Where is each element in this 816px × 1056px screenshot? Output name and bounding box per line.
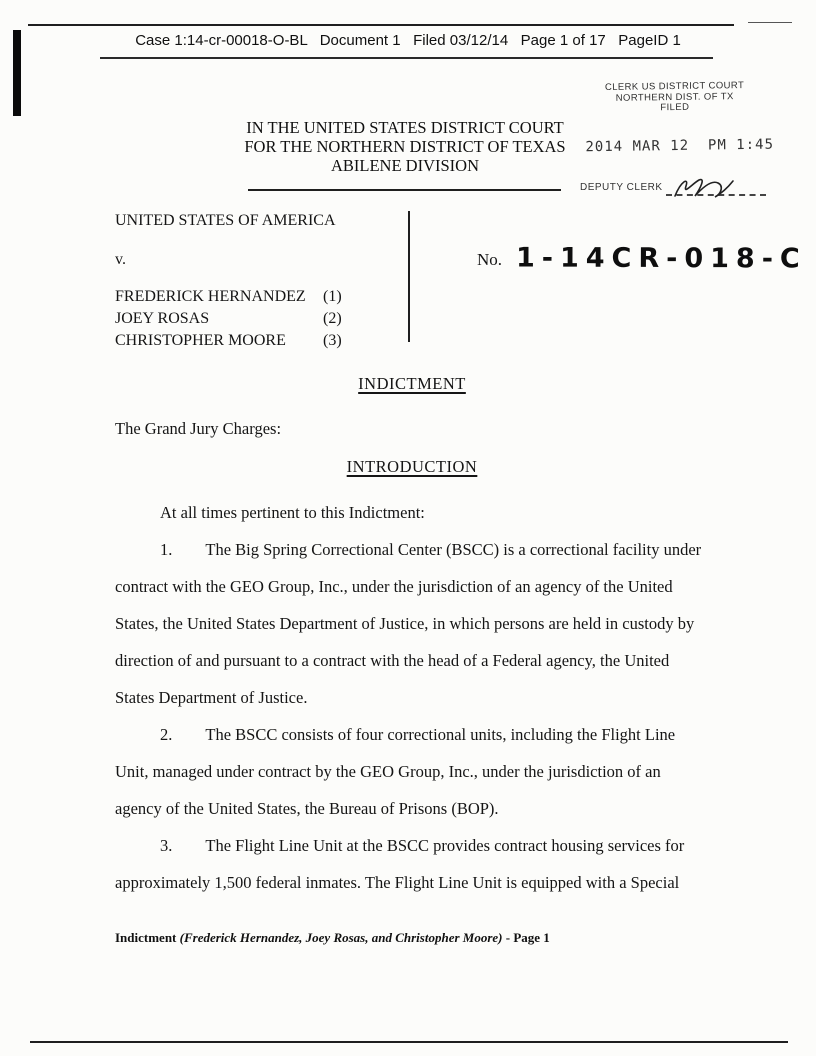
heading-rule	[248, 189, 561, 191]
header-rule	[100, 57, 713, 59]
footer-prefix: Indictment	[115, 930, 180, 945]
court-heading-line-3: ABILENE DIVISION	[330, 156, 480, 175]
paragraph-1-number: 1.	[160, 540, 173, 559]
bottom-rule	[30, 1041, 788, 1043]
deputy-signature-icon	[666, 172, 766, 196]
introduction-title: INTRODUCTION	[346, 457, 478, 476]
stamp-line-2: NORTHERN DIST. OF TX	[615, 90, 734, 104]
case-number-label: No.	[477, 250, 503, 269]
stamp-datetime: 2014 MAR 12 PM 1:45	[585, 136, 775, 155]
page-footer	[115, 930, 550, 946]
footer-case-names: (Frederick Hernandez, Joey Rosas, and Christopher Moore)	[179, 930, 503, 945]
paragraph-3-number: 3.	[160, 836, 173, 855]
paragraph-1	[115, 531, 709, 716]
deputy-clerk-label: DEPUTY CLERK	[580, 182, 663, 193]
court-heading-line-2: FOR THE NORTHERN DISTRICT OF TEXAS	[244, 137, 566, 156]
document-body	[115, 374, 709, 901]
case-header-line: Case 1:14-cr-00018-O-BL Document 1 Filed 03/12/14 Page 1 of 17 PageID 1	[135, 32, 681, 49]
defendant-row	[115, 286, 405, 308]
top-rule	[28, 24, 734, 26]
paragraph-2-number: 2.	[160, 725, 173, 744]
defendant-name: FREDERICK HERNANDEZ	[115, 288, 306, 305]
intro-line: At all times pertinent to this Indictment:	[160, 503, 425, 522]
paragraph-2-text: The BSCC consists of four correctional units, including the Flight Line Unit, managed under contract by the GEO Group, Inc., under the jurisdiction of an agency of the United States, the Bureau of Prisons (BOP).	[115, 725, 676, 818]
footer-page-number: - Page 1	[502, 930, 550, 945]
indictment-heading	[115, 374, 709, 394]
paragraph-1-text: The Big Spring Correctional Center (BSCC) is a correctional facility under contract with the GEO Group, Inc., under the jurisdiction of an agency of the United States, the United States Department of Justice, in which persons are held in custody by direction of and pursuant to a contract with the head of a Federal agency, the United States Department of Justice.	[115, 540, 702, 707]
plaintiff-name: UNITED STATES OF AMERICA	[115, 212, 336, 229]
court-heading-line-1: IN THE UNITED STATES DISTRICT COURT	[246, 118, 564, 137]
paragraph-3-text: The Flight Line Unit at the BSCC provides contract housing services for approximately 1,500 federal inmates. The Flight Line Unit is equipped with a Special	[115, 836, 685, 892]
defendant-number: (3)	[323, 332, 342, 349]
caption-divider	[408, 211, 410, 342]
court-heading	[165, 118, 645, 175]
defendant-row	[115, 308, 405, 330]
grand-jury-line: The Grand Jury Charges:	[115, 419, 282, 438]
defendant-list	[115, 286, 405, 352]
defendant-row	[115, 330, 405, 352]
defendant-name: JOEY ROSAS	[115, 310, 210, 327]
stamp-line-1: CLERK US DISTRICT COURT	[604, 80, 745, 93]
defendant-number: (2)	[323, 310, 342, 327]
stamp-line-3: FILED	[660, 101, 690, 114]
top-rule-fragment	[748, 22, 792, 23]
paragraph-2	[115, 716, 709, 827]
paragraph-3	[115, 827, 709, 901]
defendant-name: CHRISTOPHER MOORE	[115, 332, 286, 349]
case-number-stamp: 1-14CR-018-C	[515, 242, 807, 275]
indictment-title: INDICTMENT	[358, 374, 466, 393]
versus: v.	[115, 251, 126, 268]
defendant-number: (1)	[323, 288, 342, 305]
introduction-heading	[115, 457, 709, 477]
deputy-clerk-row	[580, 172, 766, 196]
case-caption	[115, 212, 405, 352]
